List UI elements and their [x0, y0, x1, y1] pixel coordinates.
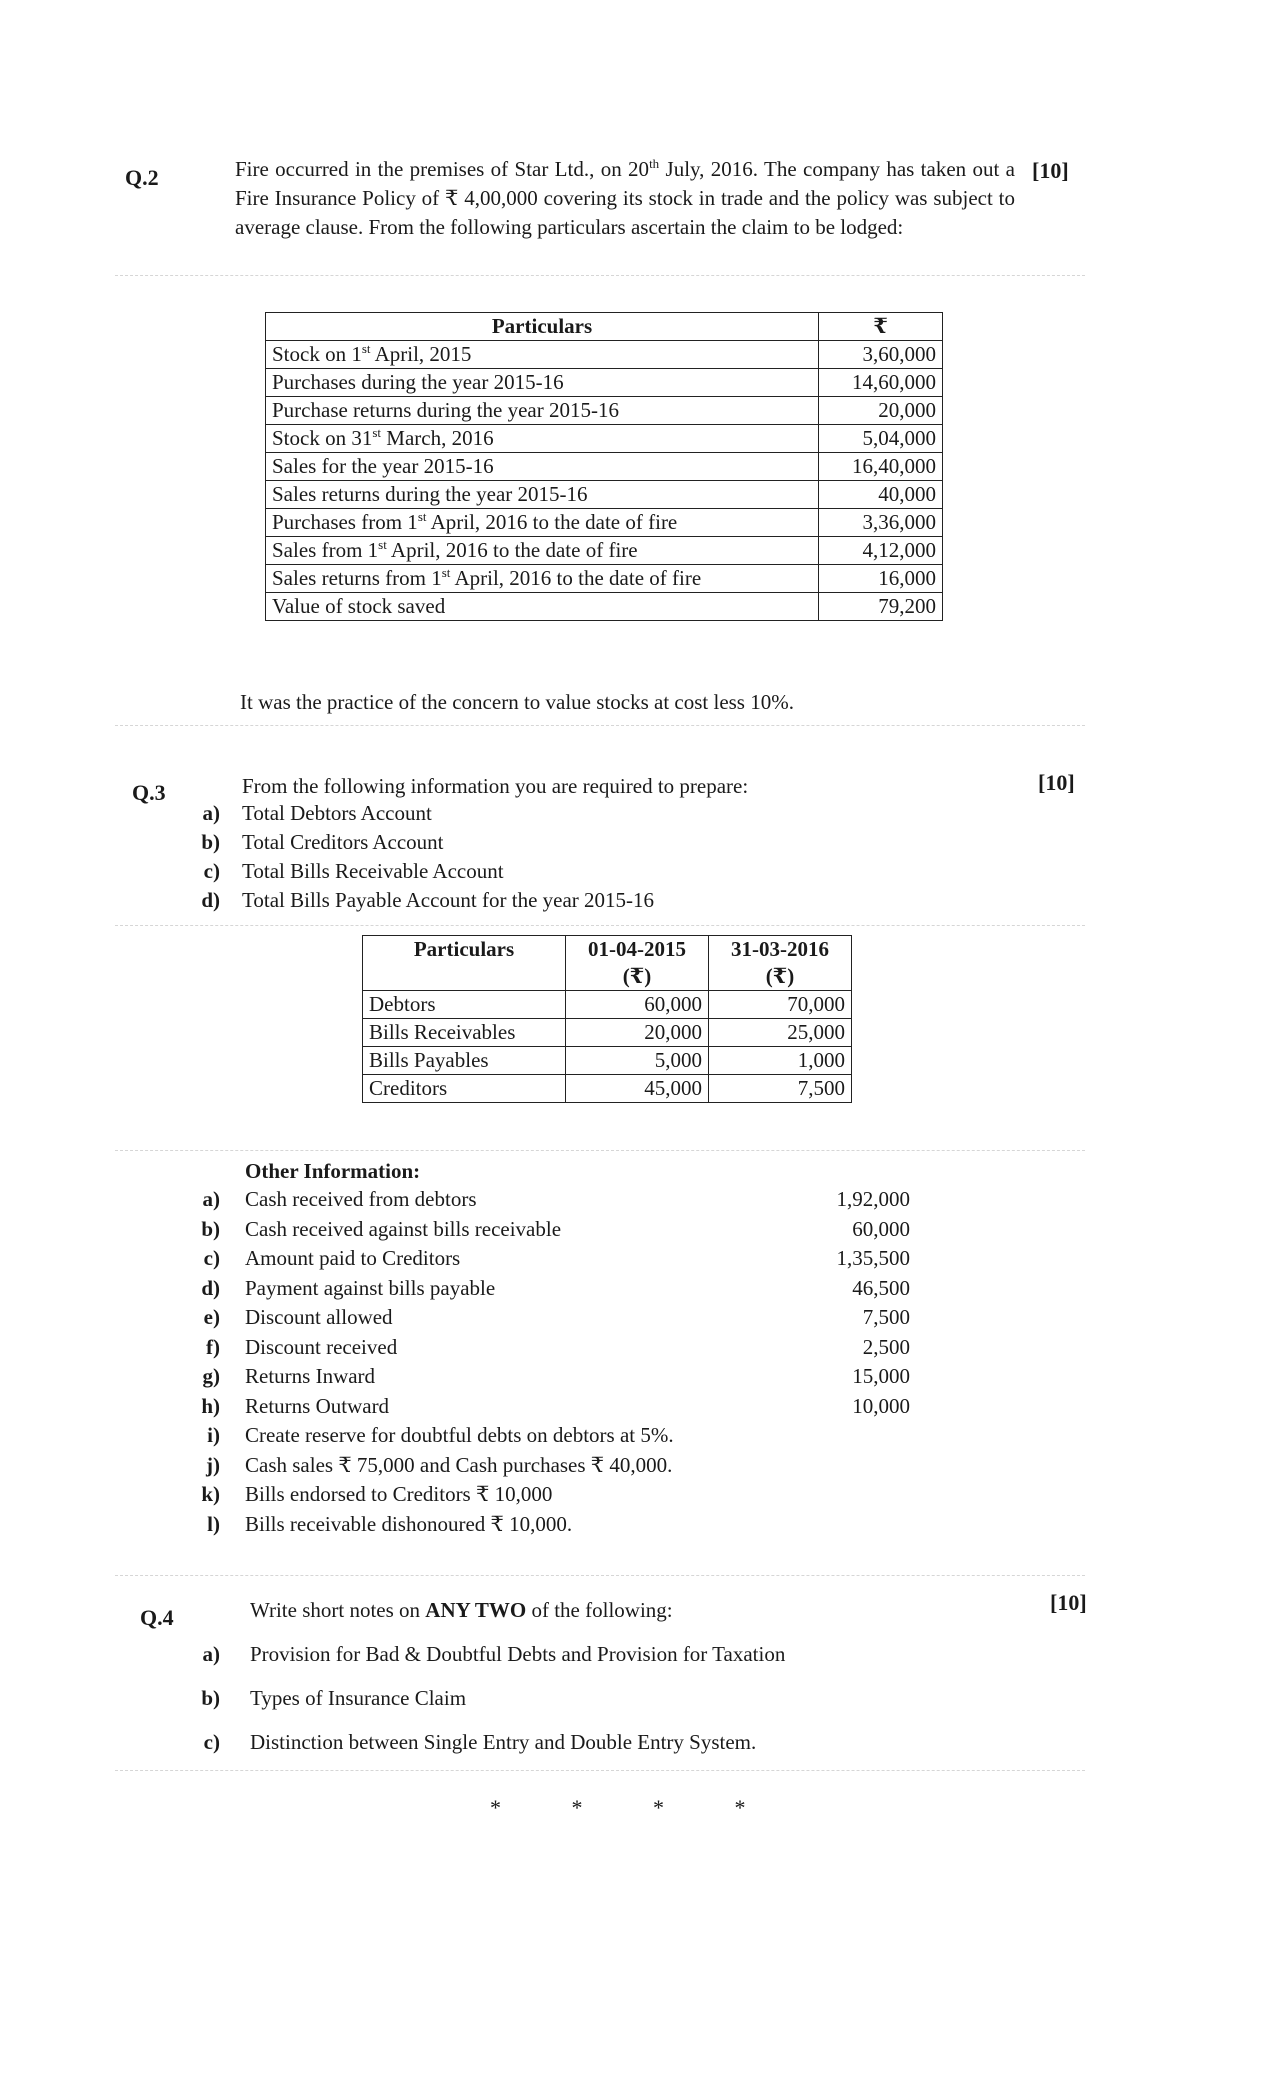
q3-row-name: Bills Receivables [363, 1019, 566, 1047]
q4-item-text: Provision for Bad & Doubtful Debts and Provision for Taxation [250, 1642, 786, 1666]
q2-note: It was the practice of the concern to value stocks at cost less 10%. [240, 690, 794, 714]
q3-other-info-label: k) [201, 1482, 220, 1506]
q2-table-row [266, 537, 943, 565]
q3-other-info-item [180, 1215, 910, 1244]
q2-row-text-post: April, 2015 [370, 342, 472, 366]
q3-other-info-item [180, 1421, 780, 1450]
q2-row-text-pre: Value of stock saved [272, 594, 446, 618]
q3-other-info-value: 60,000 [852, 1216, 910, 1241]
q2-intro-sup: th [649, 156, 660, 171]
q3-other-info-text: Payment against bills payable [245, 1275, 496, 1300]
q3-row-value-2016: 70,000 [709, 991, 852, 1019]
q2-row-value: 3,60,000 [819, 341, 943, 369]
q3-row-value-2016: 25,000 [709, 1019, 852, 1047]
q2-row-value: 16,40,000 [819, 453, 943, 481]
q2-table-row [266, 481, 943, 509]
q3-other-info-label: b) [201, 1216, 220, 1241]
star: * [571, 1795, 583, 1820]
star: * [490, 1795, 501, 1820]
q2-row-text-pre: Purchases during the year 2015-16 [272, 370, 564, 394]
q3-other-info-text: Create reserve for doubtful debts on debtors at 5%. [245, 1423, 674, 1447]
q4-item-label: a) [202, 1642, 220, 1666]
q3-item [180, 799, 880, 828]
q3-item-text: Total Debtors Account [242, 801, 432, 825]
q3-other-info-text: Bills receivable dishonoured ₹ 10,000. [245, 1511, 573, 1536]
q2-row-particular [266, 425, 819, 453]
q3-other-info-text: Cash received from debtors [245, 1187, 477, 1211]
q2-row-text-pre: Sales for the year 2015-16 [272, 454, 494, 478]
q4-number: Q.4 [140, 1605, 174, 1630]
q2-intro-part2: July, 2016. The company has taken out a Fire Insurance Policy of ₹ 4,00,000 covering its stock in trade and the policy was subject to average clause. From the following particulars ascertain the claim to be lodged: [235, 157, 1016, 239]
q2-row-text-pre: Purchases from 1 [272, 510, 418, 534]
q3-item-label: d) [201, 888, 220, 912]
q3-table-row [363, 1075, 852, 1103]
q3-row-value-2015: 60,000 [566, 991, 709, 1019]
q4-item-text: Distinction between Single Entry and Double Entry System. [250, 1730, 757, 1754]
q3-other-info-value: 15,000 [852, 1364, 910, 1388]
q3-item [180, 828, 880, 857]
q2-row-text-post: April, 2016 to the date of fire [450, 566, 702, 590]
q2-row-text-pre: Purchase returns during the year 2015-16 [272, 398, 619, 422]
q3-table-row [363, 1047, 852, 1075]
q3-balances-table [362, 935, 852, 1103]
q3-number: Q.3 [132, 780, 166, 805]
q3-other-info-value: 1,92,000 [836, 1187, 910, 1211]
q3-other-info-label: g) [202, 1364, 220, 1388]
q3-other-info-label: e) [203, 1305, 220, 1329]
q3-other-info-label: d) [201, 1275, 220, 1300]
q3-item [180, 886, 880, 915]
q3-other-info-value: 10,000 [852, 1393, 910, 1418]
q3-other-info-label: h) [201, 1393, 220, 1418]
q3-table-row [363, 991, 852, 1019]
q2-row-particular [266, 509, 819, 537]
q4-item-label: c) [203, 1730, 220, 1754]
q2-row-particular [266, 481, 819, 509]
q4-intro-bold: ANY TWO [425, 1598, 527, 1622]
q3-item-text: Total Creditors Account [242, 830, 444, 854]
q3-other-info-item [180, 1303, 910, 1332]
star: * [734, 1795, 746, 1820]
q3-other-info-label: i) [207, 1423, 220, 1447]
q3-other-info-text: Amount paid to Creditors [245, 1246, 461, 1270]
q3-item-text: Total Bills Receivable Account [242, 859, 504, 883]
q3-row-value-2016: 7,500 [709, 1075, 852, 1103]
q3-row-value-2015: 45,000 [566, 1075, 709, 1103]
q3-table-header-particulars: Particulars [363, 936, 566, 991]
q3-other-info-label: c) [203, 1246, 220, 1270]
q3-other-info-text: Cash sales ₹ 75,000 and Cash purchases ₹ 40,000. [245, 1452, 673, 1477]
q3-other-info-item [180, 1362, 910, 1391]
q2-row-text-pre: Sales returns during the year 2015-16 [272, 482, 588, 506]
q2-row-value: 3,36,000 [819, 509, 943, 537]
q2-row-text-post: March, 2016 [381, 426, 494, 450]
q2-table-row [266, 397, 943, 425]
q2-table-row [266, 453, 943, 481]
q3-item [180, 857, 880, 886]
q3-other-info-label: j) [206, 1452, 220, 1477]
q3-other-info-item [180, 1244, 910, 1273]
q2-row-value: 5,04,000 [819, 425, 943, 453]
q3-other-info-value: 7,500 [862, 1305, 910, 1329]
q2-row-particular [266, 341, 819, 369]
q3-table-header-col2-unit: (₹) [709, 963, 852, 991]
q3-item-text: Total Bills Payable Account for the year 2015-16 [242, 888, 655, 912]
q2-table-row [266, 593, 943, 621]
q2-row-text-sup: st [441, 565, 451, 580]
q2-row-particular [266, 593, 819, 621]
q2-row-particular [266, 565, 819, 593]
q2-row-text-sup: st [417, 509, 427, 524]
q4-intro-post: of the following: [526, 1598, 673, 1622]
q2-row-text-pre: Stock on 1 [272, 342, 362, 366]
q4-intro-pre: Write short notes on [250, 1598, 426, 1622]
q2-number: Q.2 [125, 165, 159, 190]
q3-other-info-text: Cash received against bills receivable [245, 1216, 562, 1241]
q2-row-particular [266, 453, 819, 481]
q3-marks: [10] [1038, 770, 1075, 795]
q4-intro [250, 1596, 673, 1625]
q2-row-particular [266, 397, 819, 425]
q3-table-header-col1-unit: (₹) [566, 963, 709, 991]
q2-row-value: 40,000 [819, 481, 943, 509]
q3-other-info-item [180, 1392, 910, 1421]
q3-other-info-label: l) [207, 1511, 220, 1536]
q3-other-info-item [180, 1451, 780, 1480]
q2-row-particular [266, 537, 819, 565]
q2-table-row [266, 509, 943, 537]
q2-table-row [266, 425, 943, 453]
q2-intro [235, 155, 1015, 242]
q3-row-value-2016: 1,000 [709, 1047, 852, 1075]
q4-item [180, 1684, 980, 1713]
q2-intro-part1: Fire occurred in the premises of Star Ltd., on 20 [235, 157, 650, 181]
q4-item-label: b) [201, 1686, 220, 1710]
q2-row-value: 14,60,000 [819, 369, 943, 397]
q3-other-info-item [180, 1510, 780, 1539]
q4-marks: [10] [1050, 1590, 1087, 1615]
q2-row-value: 20,000 [819, 397, 943, 425]
q2-row-text-sup: st [378, 537, 387, 552]
q3-item-label: c) [203, 859, 220, 883]
q3-row-name: Bills Payables [363, 1047, 566, 1075]
q2-row-text-sup: st [372, 425, 382, 440]
q2-row-text-post: April, 2016 to the date of fire [426, 510, 678, 534]
q3-other-info-text: Returns Inward [245, 1364, 376, 1388]
q2-table-header-amount: ₹ [819, 313, 943, 341]
q3-table-row [363, 1019, 852, 1047]
q3-other-info-text: Discount allowed [245, 1305, 393, 1329]
q2-row-text-post: April, 2016 to the date of fire [386, 538, 638, 562]
q2-row-value: 79,200 [819, 593, 943, 621]
star: * [653, 1795, 664, 1820]
q3-row-value-2015: 20,000 [566, 1019, 709, 1047]
q3-other-info-text: Returns Outward [245, 1393, 390, 1418]
q3-other-info-item [180, 1274, 910, 1303]
q3-other-info-text: Bills endorsed to Creditors ₹ 10,000 [245, 1482, 553, 1506]
q3-other-info-item [180, 1480, 780, 1509]
q3-row-value-2015: 5,000 [566, 1047, 709, 1075]
q2-row-value: 4,12,000 [819, 537, 943, 565]
q3-other-info-label: a) [202, 1187, 220, 1211]
q4-item [180, 1728, 980, 1757]
q2-row-text-pre: Sales from 1 [272, 538, 379, 562]
q3-row-name: Debtors [363, 991, 566, 1019]
q2-particulars-table [265, 312, 943, 621]
q2-table-row [266, 341, 943, 369]
q2-row-text-pre: Stock on 31 [272, 426, 373, 450]
q3-other-info-value: 46,500 [852, 1275, 910, 1300]
q3-row-name: Creditors [363, 1075, 566, 1103]
q3-other-info-label: f) [206, 1334, 220, 1359]
q4-item [180, 1640, 980, 1669]
q2-row-value: 16,000 [819, 565, 943, 593]
q2-table-row [266, 565, 943, 593]
q2-marks: [10] [1032, 158, 1069, 183]
q3-other-info-value: 2,500 [862, 1334, 910, 1359]
q3-other-info-value: 1,35,500 [836, 1246, 910, 1270]
q2-row-particular [266, 369, 819, 397]
q3-other-info-item [180, 1333, 910, 1362]
footer-stars [490, 1795, 811, 1821]
q3-intro: From the following information you are required to prepare: [242, 774, 749, 798]
q2-row-text-sup: st [361, 341, 371, 356]
q4-item-text: Types of Insurance Claim [250, 1686, 467, 1710]
q3-item-label: b) [201, 830, 220, 854]
q2-row-text-pre: Sales returns from 1 [272, 566, 442, 590]
q2-table-row [266, 369, 943, 397]
q3-table-header-col2: 31-03-2016 [709, 936, 852, 964]
q3-item-label: a) [202, 801, 220, 825]
q3-other-info-text: Discount received [245, 1334, 398, 1359]
q3-other-info-item [180, 1185, 910, 1214]
q3-table-header-col1: 01-04-2015 [566, 936, 709, 964]
q3-other-info-title: Other Information: [245, 1159, 421, 1183]
q2-table-header-particulars: Particulars [266, 313, 819, 341]
